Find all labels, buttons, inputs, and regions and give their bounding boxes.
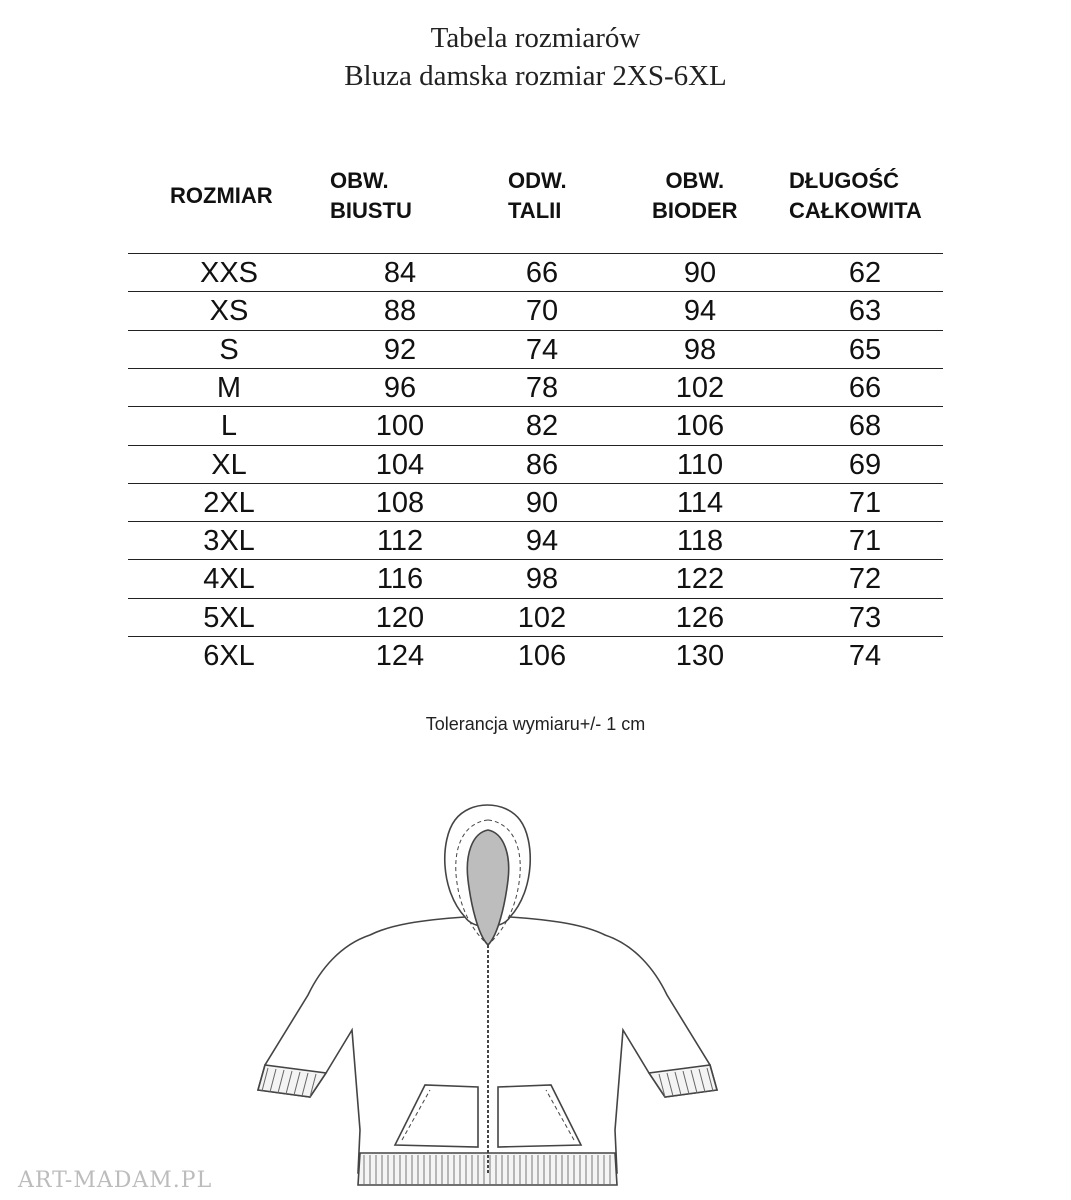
header-bust-line1: OBW. (330, 168, 389, 193)
measure-cell: 73 (848, 601, 882, 634)
measure-cell: 66 (848, 371, 882, 404)
header-hips-line1: OBW. (665, 168, 725, 193)
measure-cell: 116 (376, 563, 424, 596)
measure-cell: 112 (376, 525, 424, 558)
size-cell: 5XL (203, 601, 255, 634)
measure-cell: 96 (383, 371, 417, 404)
measure-cell: 114 (676, 486, 724, 519)
header-length (789, 166, 922, 226)
size-cell: 6XL (203, 640, 255, 672)
measure-cell: 108 (375, 486, 425, 519)
measure-cell: 92 (383, 333, 417, 366)
size-cell: 4XL (203, 563, 255, 596)
size-cell: XS (209, 295, 249, 328)
header-hips-line2: BIODER (652, 198, 738, 223)
measure-cell: 62 (848, 257, 882, 289)
measure-cell: 102 (517, 601, 567, 634)
size-cell: 3XL (203, 525, 255, 558)
measure-cell: 72 (848, 563, 882, 596)
measure-cell: 98 (683, 333, 717, 366)
measure-cell: 78 (525, 371, 559, 404)
watermark: ART-MADAM.PL (18, 1168, 213, 1193)
measure-cell: 69 (848, 448, 882, 481)
header-length-line1: DŁUGOŚĆ (789, 168, 899, 193)
header-bust-line2: BIUSTU (330, 198, 412, 223)
measure-cell: 118 (676, 525, 724, 558)
header-waist-line2: TALII (508, 198, 562, 223)
header-size: ROZMIAR (170, 183, 273, 208)
hoodie-illustration (240, 795, 820, 1195)
page-subtitle: Bluza damska rozmiar 2XS-6XL (344, 60, 727, 92)
size-cell: M (216, 371, 242, 404)
measure-cell: 71 (848, 486, 882, 519)
measure-cell: 90 (525, 486, 559, 519)
header-hips (652, 166, 738, 226)
measure-cell: 94 (683, 295, 717, 328)
measure-cell: 74 (848, 640, 882, 672)
measure-cell: 120 (375, 601, 425, 634)
measure-cell: 124 (375, 640, 425, 672)
header-length-line2: CAŁKOWITA (789, 198, 922, 223)
measure-cell: 110 (676, 448, 724, 481)
measure-cell: 126 (675, 601, 725, 634)
size-cell: 2XL (203, 486, 255, 519)
measure-cell: 130 (675, 640, 725, 672)
size-cell: XXS (199, 257, 259, 289)
header-waist-line1: ODW. (508, 168, 567, 193)
header-bust (330, 166, 412, 226)
measure-cell: 71 (848, 525, 882, 558)
measure-cell: 122 (675, 563, 725, 596)
measure-cell: 74 (525, 333, 559, 366)
measure-cell: 84 (383, 257, 417, 289)
measure-cell: 70 (525, 295, 559, 328)
size-cell: XL (211, 448, 247, 481)
measure-cell: 106 (517, 640, 567, 672)
measure-cell: 65 (848, 333, 882, 366)
measure-cell: 98 (525, 563, 559, 596)
size-cell: L (220, 410, 238, 443)
measure-cell: 63 (848, 295, 882, 328)
measure-cell: 82 (525, 410, 559, 443)
measure-cell: 88 (383, 295, 417, 328)
measure-cell: 106 (675, 410, 725, 443)
size-cell: S (219, 333, 239, 366)
tolerance-note: Tolerancja wymiaru+/- 1 cm (425, 714, 646, 734)
page-title: Tabela rozmiarów (430, 22, 641, 54)
measure-cell: 68 (848, 410, 882, 443)
measure-cell: 94 (525, 525, 559, 558)
measure-cell: 90 (683, 257, 717, 289)
measure-cell: 66 (525, 257, 559, 289)
measure-cell: 104 (375, 448, 425, 481)
header-waist (508, 166, 567, 226)
measure-cell: 100 (375, 410, 425, 443)
measure-cell: 102 (675, 371, 725, 404)
measure-cell: 86 (525, 448, 559, 481)
